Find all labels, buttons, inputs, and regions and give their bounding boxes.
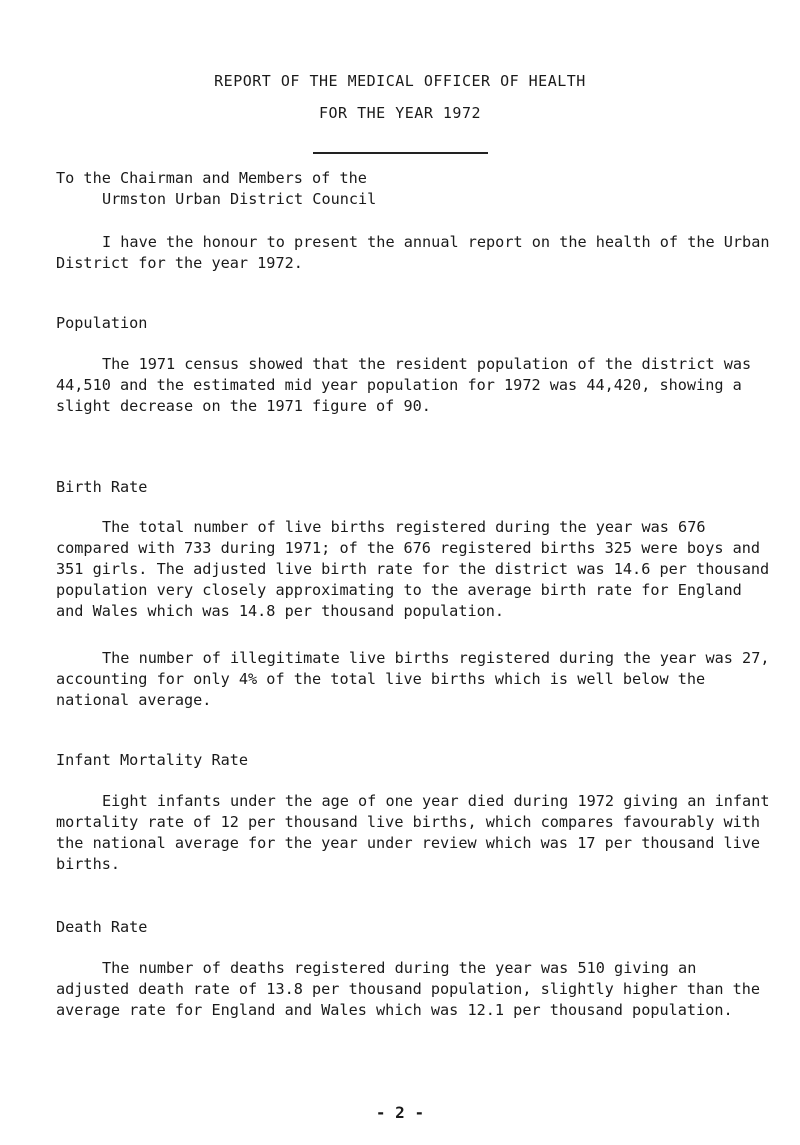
birth-rate-paragraph-2: The number of illegitimate live births registered during the year was 27, accounting for only 4% of the total live births which is well below the national average. <box>56 649 770 709</box>
death-rate-paragraph: The number of deaths registered during the year was 510 giving an adjusted death rate of 13.8 per thousand population, slightly higher than the average rate for England and Wales which was 12.1 per thousand population. <box>56 959 761 1019</box>
population-heading: Population <box>56 314 148 332</box>
salutation-line-1: To the Chairman and Members of the <box>56 169 367 187</box>
population-paragraph: The 1971 census showed that the resident population of the district was 44,510 and the estimated mid year population for 1972 was 44,420, showing a slight decrease on the 1971 figure of 90. <box>56 355 752 415</box>
intro-paragraph: I have the honour to present the annual report on the health of the Urban District for the year 1972. <box>56 233 770 272</box>
death-rate-heading: Death Rate <box>56 918 148 936</box>
infant-mortality-heading: Infant Mortality Rate <box>56 751 249 769</box>
birth-rate-heading: Birth Rate <box>56 478 148 496</box>
salutation <box>56 168 376 210</box>
report-subtitle: FOR THE YEAR 1972 <box>318 104 482 122</box>
infant-mortality-paragraph: Eight infants under the age of one year died during 1972 giving an infant mortality rate of 12 per thousand live births, which compares favourably with the national average for the year under review which was 17 per thousand live births. <box>56 792 770 873</box>
page-number: - 2 - <box>375 1103 425 1122</box>
salutation-line-2: Urmston Urban District Council <box>102 190 377 208</box>
report-title: REPORT OF THE MEDICAL OFFICER OF HEALTH <box>214 72 586 90</box>
birth-rate-paragraph-1: The total number of live births registered during the year was 676 compared with 733 during 1971; of the 676 registered births 325 were boys and 351 girls. The adjusted live birth rate for the district was 14.6 per thousand population very closely approximating to the average birth rate for England and Wales which was 14.8 per thousand population. <box>56 518 770 620</box>
title-divider <box>313 152 488 154</box>
